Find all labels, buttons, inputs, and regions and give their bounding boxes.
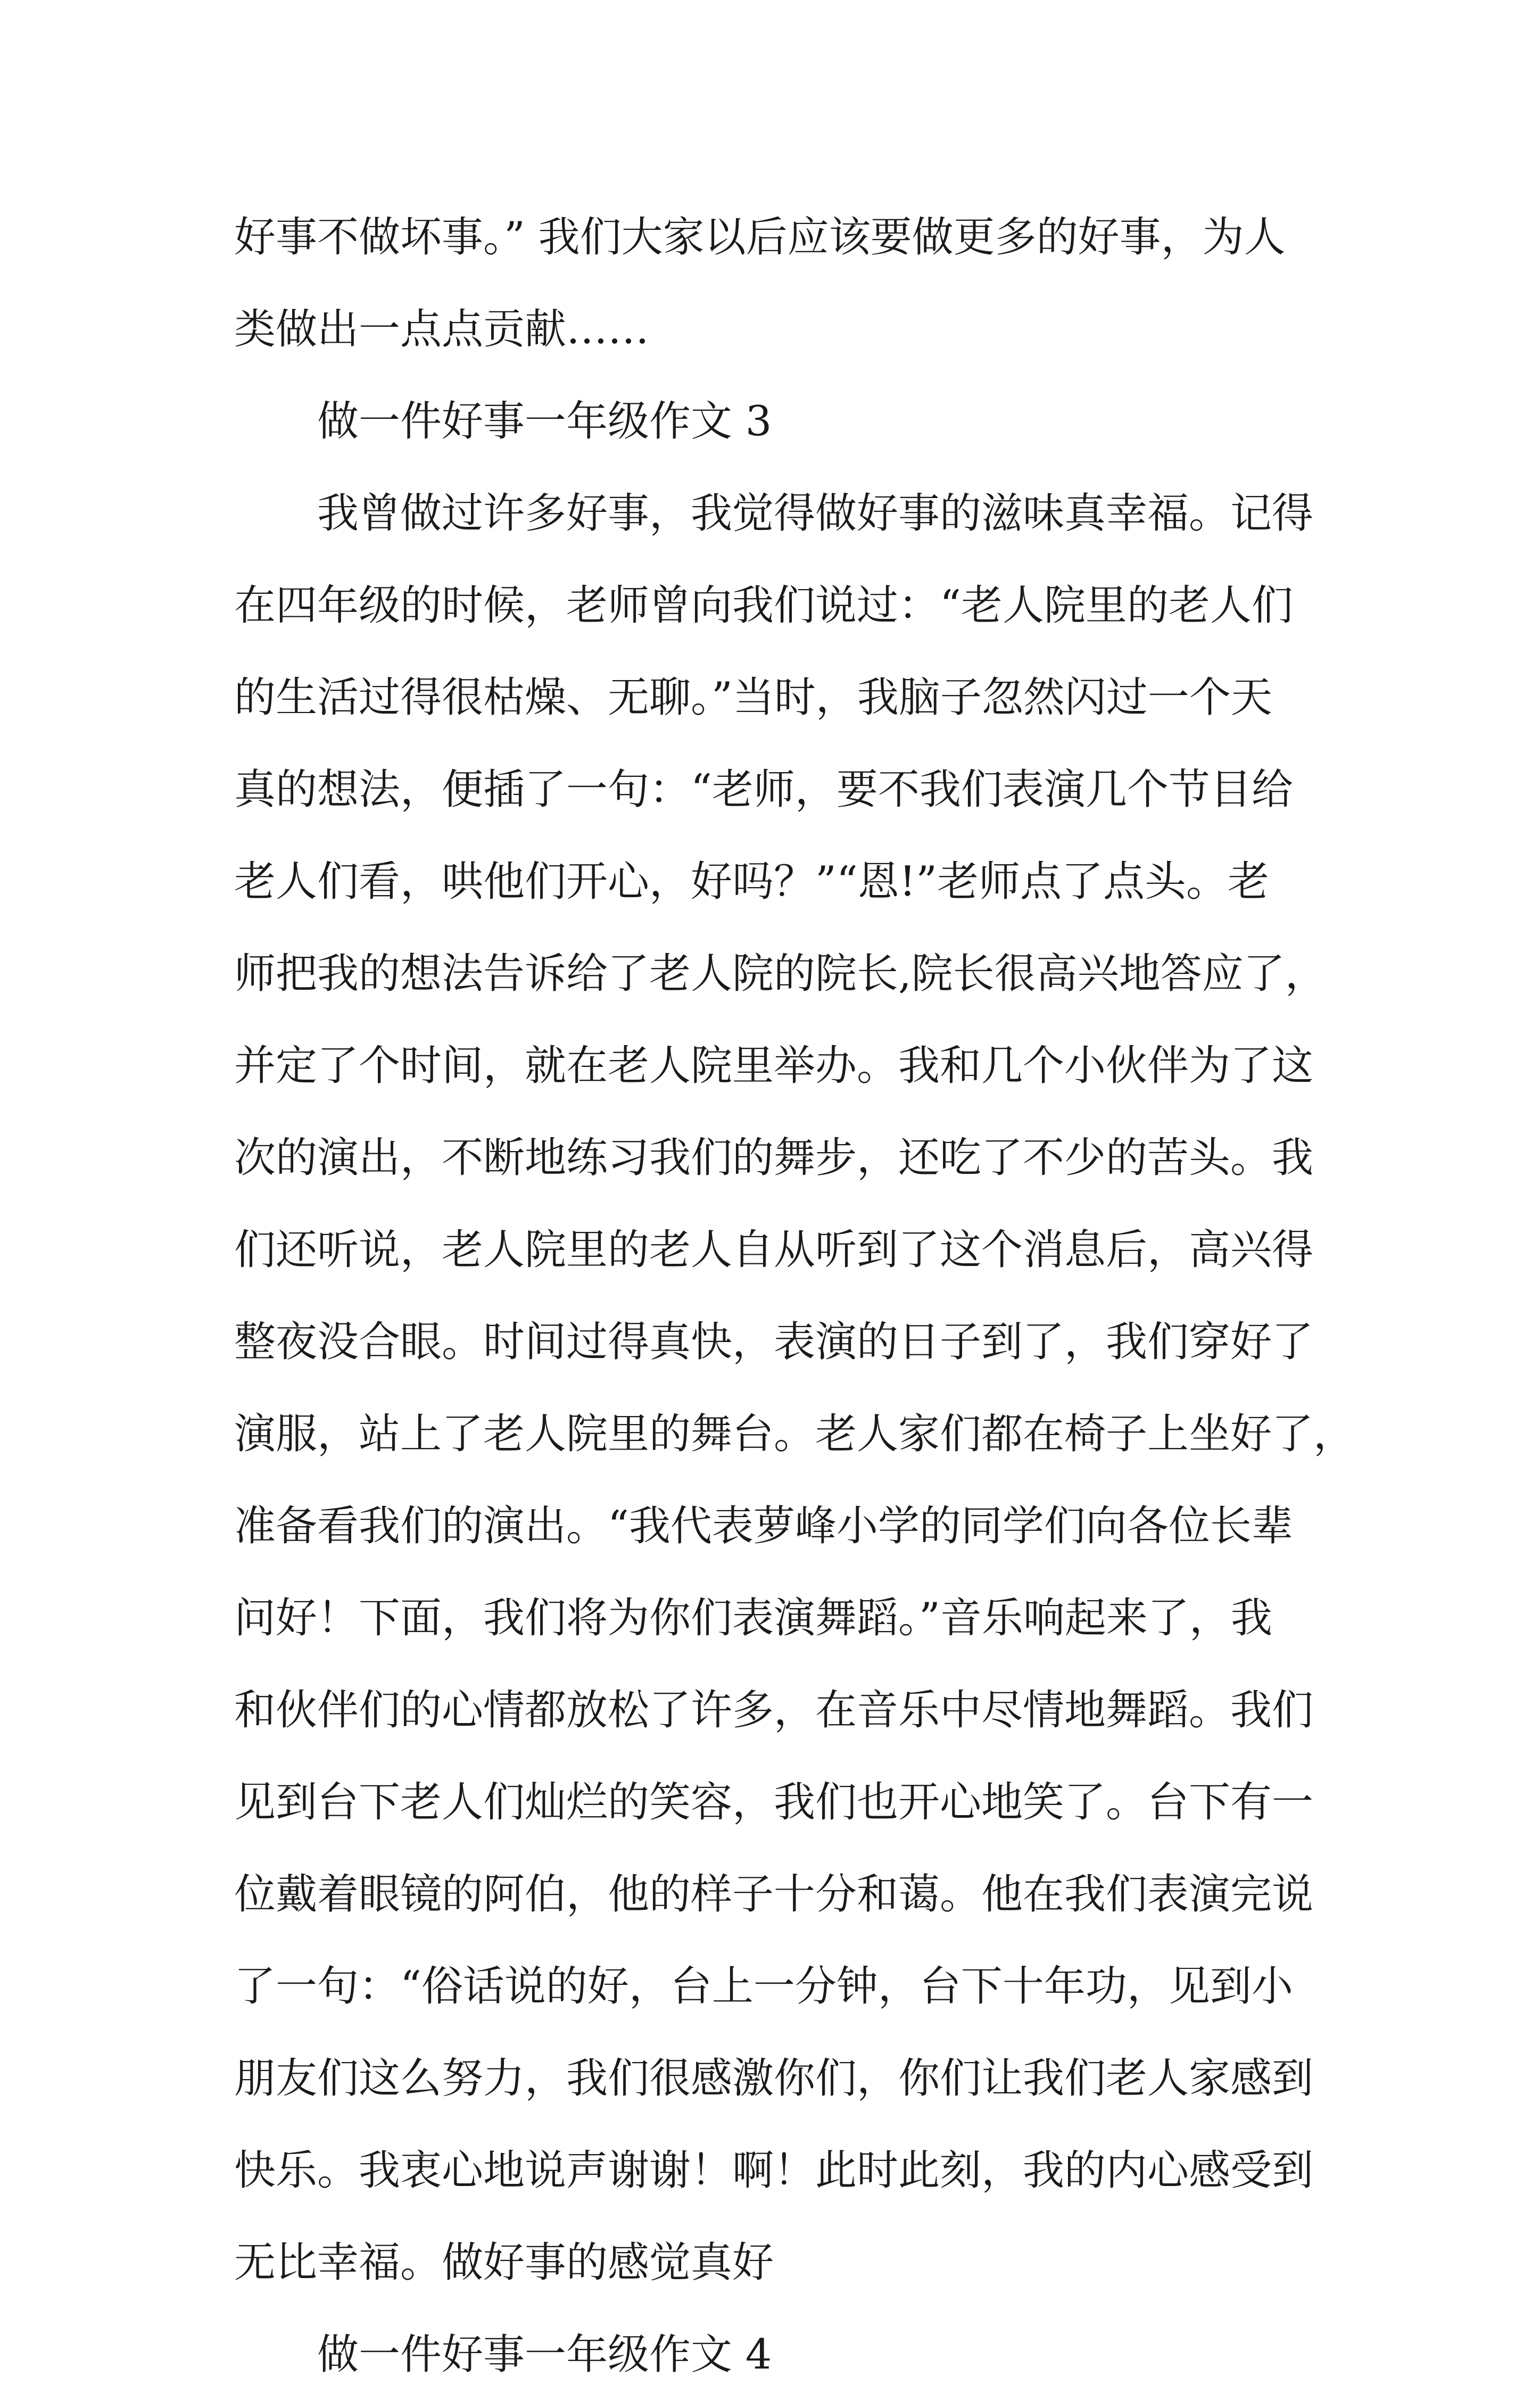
text-line: 师把我的想法告诉给了老人院的院长,院长很高兴地答应了， <box>234 950 1327 998</box>
text-line: 好事不做坏事。” 我们大家以后应该要做更多的好事，为人 <box>234 213 1286 261</box>
text-line: 们还听说，老人院里的老人自从听到了这个消息后，高兴得 <box>234 1226 1314 1274</box>
text-line: 演服，站上了老人院里的舞台。老人家们都在椅子上坐好了， <box>234 1410 1355 1458</box>
text-line: 真的想法，便插了一句：“老师，要不我们表演几个节目给 <box>234 766 1293 814</box>
essay-text <box>234 192 1355 2401</box>
text-line: 了一句：“俗话说的好，台上一分钟，台下十年功，见到小 <box>234 1963 1293 2010</box>
text-line: 准备看我们的演出。“我代表萝峰小学的同学们向各位长辈 <box>234 1502 1293 1550</box>
text-line: 我曾做过许多好事，我觉得做好事的滋味真幸福。记得 <box>317 490 1314 537</box>
text-line: 的生活过得很枯燥、无聊。”当时，我脑子忽然闪过一个天 <box>234 674 1272 722</box>
text-line: 见到台下老人们灿烂的笑容，我们也开心地笑了。台下有一 <box>234 1778 1314 1826</box>
text-line: 老人们看，哄他们开心，好吗？”“恩!”老师点了点头。老 <box>234 858 1269 906</box>
text-line: 问好！下面，我们将为你们表演舞蹈。”音乐响起来了，我 <box>234 1594 1272 1642</box>
section-heading: 做一件好事一年级作文 4 <box>317 2331 772 2379</box>
text-line: 和伙伴们的心情都放松了许多，在音乐中尽情地舞蹈。我们 <box>234 1686 1314 1734</box>
text-line: 位戴着眼镜的阿伯，他的样子十分和蔼。他在我们表演完说 <box>234 1870 1314 1918</box>
text-line: 整夜没合眼。时间过得真快，表演的日子到了，我们穿好了 <box>234 1318 1314 1366</box>
text-line: 快乐。我衷心地说声谢谢！啊！此时此刻，我的内心感受到 <box>234 2147 1314 2195</box>
text-line: 次的演出，不断地练习我们的舞步，还吃了不少的苦头。我 <box>234 1134 1314 1182</box>
section-heading: 做一件好事一年级作文 3 <box>317 398 772 445</box>
text-line: 并定了个时间，就在老人院里举办。我和几个小伙伴为了这 <box>234 1042 1314 1090</box>
text-line: 朋友们这么努力，我们很感激你们，你们让我们老人家感到 <box>234 2055 1314 2102</box>
text-line: 在四年级的时候，老师曾向我们说过：“老人院里的老人们 <box>234 582 1293 630</box>
text-line: 类做出一点点贡献…… <box>234 305 650 353</box>
text-line: 无比幸福。做好事的感觉真好 <box>234 2239 774 2287</box>
